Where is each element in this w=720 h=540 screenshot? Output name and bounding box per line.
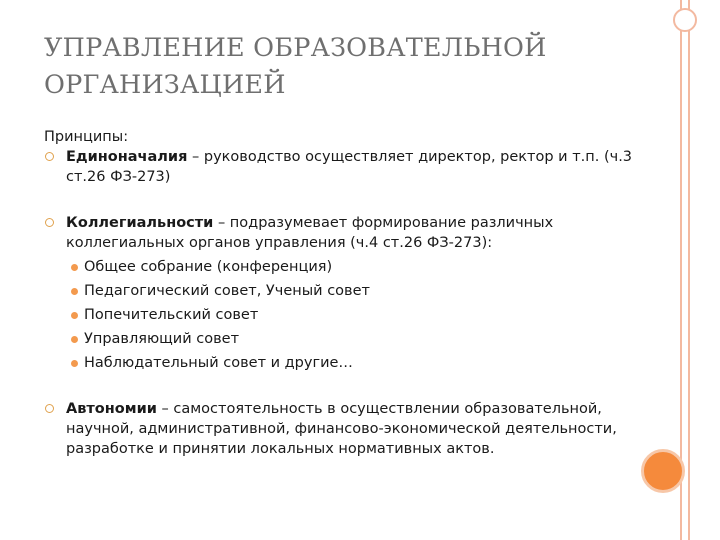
sub-list-item-label: Общее собрание (конференция) xyxy=(84,259,333,275)
ring-bullet-icon xyxy=(45,152,54,161)
dot-bullet-icon xyxy=(71,336,78,343)
title-line-2: ОРГАНИЗАЦИЕЙ xyxy=(44,70,286,100)
sub-list-item xyxy=(66,303,674,327)
sub-list-item xyxy=(66,327,674,351)
dot-bullet-icon xyxy=(71,288,78,295)
principle-item xyxy=(44,147,674,187)
principle-item xyxy=(44,399,674,459)
slide-body xyxy=(44,127,674,459)
principle-text: – самостоятельность в осуществлении образовательной, научной, административной, финансово-экономической деятельности, разработке и принятии локальных нормативных актов. xyxy=(66,401,617,457)
dot-bullet-icon xyxy=(71,312,78,319)
slide-title xyxy=(44,30,654,104)
title-line-1: УПРАВЛЕНИЕ ОБРАЗОВАТЕЛЬНОЙ xyxy=(44,33,547,63)
sub-list-item-label: Наблюдательный совет и другие… xyxy=(84,355,353,371)
principle-text: – руководство осуществляет директор, ректор и т.п. (ч.3 ст.26 ФЗ-273) xyxy=(66,149,633,185)
principle-term: Автономии xyxy=(66,401,157,417)
decorative-line-right xyxy=(688,0,690,540)
sub-list-item xyxy=(66,255,674,279)
sub-list-item xyxy=(66,279,674,303)
intro-label: Принципы: xyxy=(44,129,129,145)
dot-bullet-icon xyxy=(71,360,78,367)
principle-text: – подразумевает формирование различных коллегиальных органов управления (ч.4 ст.26 ФЗ-273): xyxy=(66,215,554,251)
ring-bullet-icon xyxy=(45,218,54,227)
sub-list xyxy=(66,255,674,375)
principle-term: Коллегиальности xyxy=(66,215,214,231)
sub-list-item xyxy=(66,351,674,375)
decorative-circle-top xyxy=(673,8,697,32)
sub-list-item-label: Управляющий совет xyxy=(84,331,240,347)
principle-item xyxy=(44,213,674,375)
sub-list-item-label: Педагогический совет, Ученый совет xyxy=(84,283,370,299)
dot-bullet-icon xyxy=(71,264,78,271)
principle-term: Единоначалия xyxy=(66,149,188,165)
ring-bullet-icon xyxy=(45,404,54,413)
sub-list-item-label: Попечительский совет xyxy=(84,307,259,323)
